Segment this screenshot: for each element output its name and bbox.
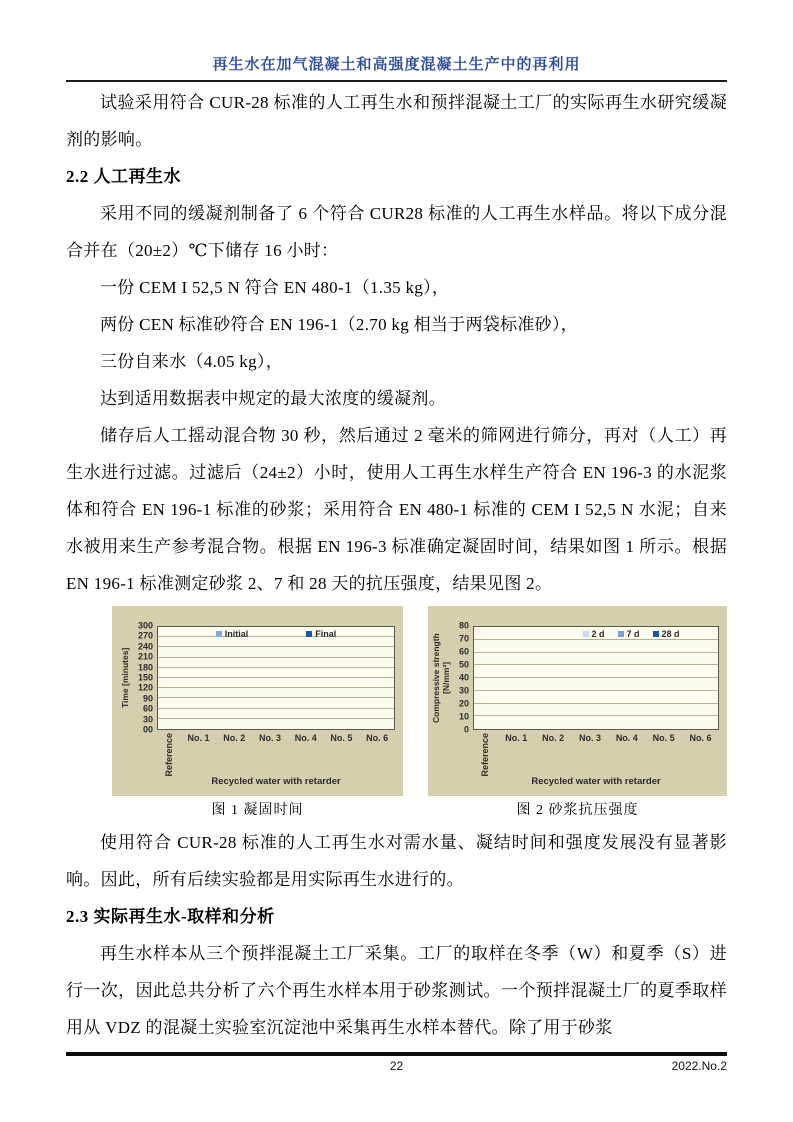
y-tick-label: 270 [137, 630, 153, 641]
legend-swatch-icon [216, 631, 222, 637]
y-tick-label: 00 [142, 724, 153, 735]
figure-2 [428, 606, 727, 824]
x-tick-label: No. 3 [258, 733, 281, 743]
y-tick-label: 50 [459, 659, 470, 670]
y-tick-label: 210 [137, 651, 153, 662]
legend-item [216, 629, 249, 639]
x-axis-label: Recycled water with retarder [531, 776, 661, 787]
y-tick-label: 70 [459, 633, 470, 644]
x-tick-label: No. 5 [330, 733, 353, 743]
y-tick-label: 60 [142, 703, 153, 714]
compressive-strength-chart [428, 606, 727, 796]
y-axis-ticks [131, 620, 157, 735]
x-tick-label: No. 3 [578, 733, 601, 743]
page-title: 再生水在加气混凝土和高强度混凝土生产中的再利用 [212, 57, 581, 73]
chart-legend [474, 629, 718, 639]
y-tick-label: 10 [459, 711, 470, 722]
x-tick-label: No. 1 [187, 733, 210, 743]
figures-row [112, 606, 727, 824]
plot-area [157, 626, 395, 730]
legend-item [653, 629, 680, 639]
legend-item [306, 629, 336, 639]
page-footer [66, 1052, 727, 1076]
y-tick-label: 40 [459, 672, 470, 683]
bars-container [158, 627, 394, 729]
legend-item [583, 629, 605, 639]
y-axis-label: Compressive strength [N/mm²] [430, 633, 451, 723]
x-tick-label: No. 2 [542, 733, 565, 743]
paragraph-intro: 试验采用符合 CUR-28 标准的人工再生水和预拌混凝土工厂的实际再生水研究缓凝剂的影响。 [66, 93, 727, 149]
issue-label: 2022.No.2 [671, 1059, 727, 1073]
bars-container [474, 627, 718, 729]
x-tick-label: No. 6 [689, 733, 712, 743]
page-number: 22 [389, 1059, 404, 1073]
paragraph-sampling: 再生水样本从三个预拌混凝土工厂采集。工厂的取样在冬季（W）和夏季（S）进行一次，因此总共分析了六个再生水样本用于砂浆测试。一个预拌混凝土厂的夏季取样用从 VDZ 的混凝土实验室沉淀池中采集再生水样本替代。除了用于砂浆 [66, 944, 727, 1037]
y-tick-label: 90 [142, 693, 153, 704]
x-tick-label: No. 4 [294, 733, 317, 743]
x-axis-ticks [473, 730, 719, 776]
y-tick-label: 300 [137, 620, 153, 631]
legend-label: Final [315, 629, 337, 639]
y-tick-label: 0 [464, 724, 470, 735]
chart-frame [118, 620, 395, 794]
paragraph-storage: 储存后人工摇动混合物 30 秒，然后通过 2 毫米的筛网进行筛分，再对（人工）再生水进行过滤。过滤后（24±2）小时，使用人工再生水样生产符合 EN 196-3 的水泥浆体和符合 EN 196-1 标准的砂浆；采用符合 EN 480-1 标准的 CEM I 52,5 N 水泥；自来水被用来生产参考混合物。根据 EN 196-3 标准确定凝固时间，结果如图 1 所示。根据 EN 196-1 标准测定砂浆 2、7 和 28 天的抗压强度，结果见图 2。 [66, 426, 727, 593]
plot-area [473, 626, 719, 730]
mixture-item-cement: 一份 CEM I 52,5 N 符合 EN 480-1（1.35 kg）， [100, 278, 450, 297]
y-tick-label: 30 [142, 714, 153, 725]
y-axis-ticks [447, 620, 473, 735]
setting-time-chart [112, 606, 403, 796]
x-axis-label: Recycled water with retarder [211, 776, 341, 787]
figure-2-caption: 图 2 砂浆抗压强度 [516, 803, 639, 818]
x-tick-label: No. 4 [615, 733, 638, 743]
section-heading-2-2: 2.2 人工再生水 [66, 167, 181, 186]
y-axis-label: Time [minutes] [119, 647, 130, 709]
legend-item [618, 629, 640, 639]
legend-swatch-icon [583, 631, 589, 637]
mixture-item-sand: 两份 CEN 标准砂符合 EN 196-1（2.70 kg 相当于两袋标准砂）， [100, 315, 579, 334]
body-text [66, 84, 727, 1046]
y-tick-label: 60 [459, 646, 470, 657]
y-tick-label: 30 [459, 685, 470, 696]
legend-swatch-icon [618, 631, 624, 637]
legend-label: Initial [224, 629, 249, 639]
y-tick-label: 80 [459, 620, 470, 631]
legend-label: 2 d [591, 629, 605, 639]
y-tick-label: 180 [137, 662, 153, 673]
x-tick-label: Reference [163, 733, 174, 777]
x-tick-label: No. 6 [366, 733, 389, 743]
paragraph-result: 使用符合 CUR-28 标准的人工再生水对需水量、凝结时间和强度发展没有显著影响。因此，所有后续实验都是用实际再生水进行的。 [66, 833, 727, 889]
y-tick-label: 20 [459, 698, 470, 709]
mixture-item-water: 三份自来水（4.05 kg）， [100, 352, 283, 371]
y-tick-label: 240 [137, 641, 153, 652]
paragraph-preparation: 采用不同的缓凝剂制备了 6 个符合 CUR28 标准的人工再生水样品。将以下成分混合并在（20±2）℃下储存 16 小时： [66, 204, 727, 260]
figure-1 [112, 606, 403, 824]
x-tick-label: Reference [480, 733, 491, 777]
chart-legend [158, 629, 394, 639]
legend-label: 28 d [661, 629, 680, 639]
y-tick-label: 120 [137, 682, 153, 693]
figure-1-caption: 图 1 凝固时间 [211, 803, 304, 818]
footer-row [66, 1056, 727, 1076]
x-tick-label: No. 2 [223, 733, 246, 743]
header-rule [66, 80, 727, 82]
section-heading-2-3: 2.3 实际再生水-取样和分析 [66, 907, 275, 926]
legend-label: 7 d [626, 629, 640, 639]
mixture-item-retarder: 达到适用数据表中规定的最大浓度的缓凝剂。 [100, 389, 446, 408]
x-axis-ticks [157, 730, 395, 776]
chart-frame [430, 620, 719, 794]
x-tick-label: No. 1 [505, 733, 528, 743]
legend-swatch-icon [306, 631, 312, 637]
x-tick-label: No. 5 [652, 733, 675, 743]
y-tick-label: 150 [137, 672, 153, 683]
legend-swatch-icon [653, 631, 659, 637]
